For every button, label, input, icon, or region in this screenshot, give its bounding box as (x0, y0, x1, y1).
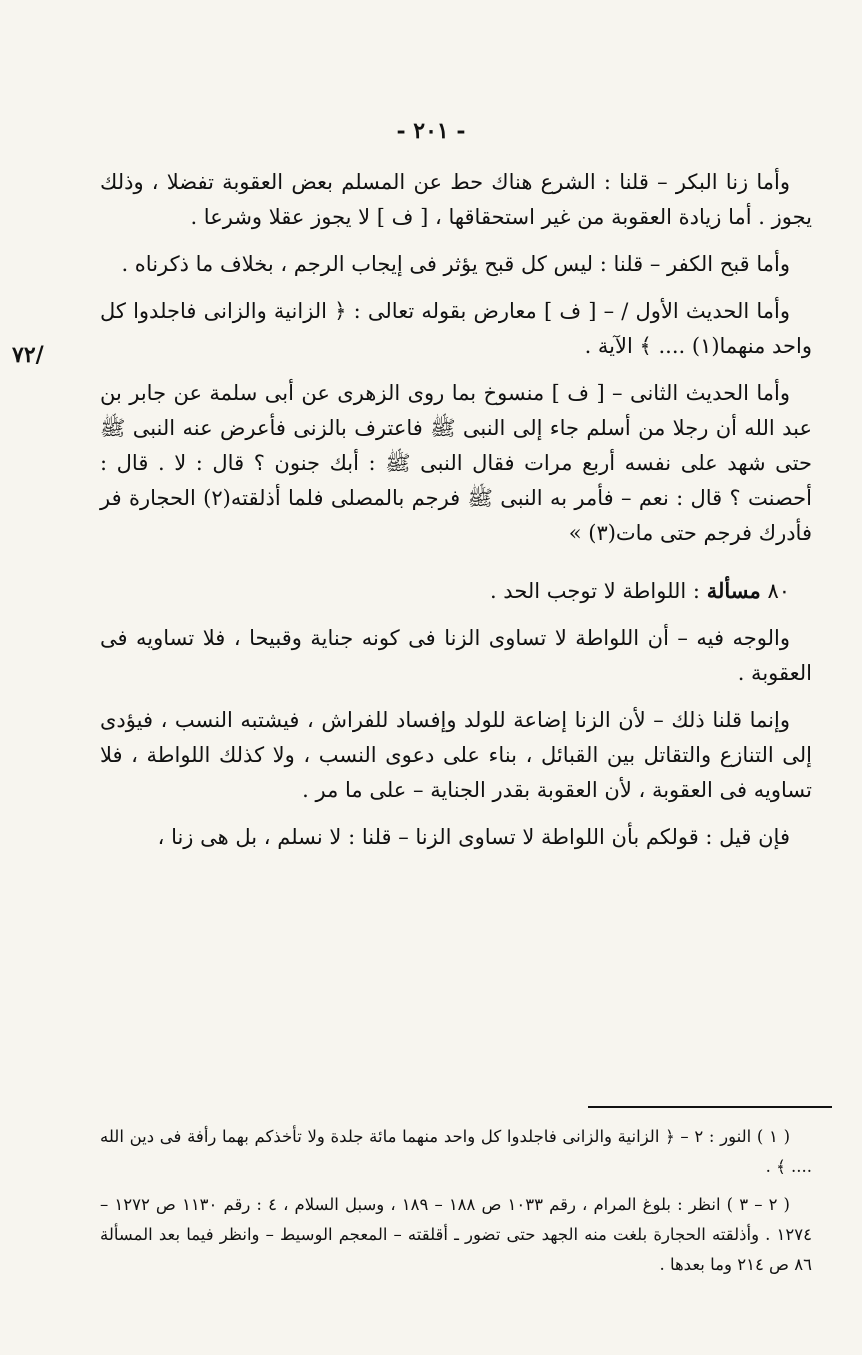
paragraph-kufr: وأما قبح الكفر – قلنا : ليس كل قبح يؤثر فى إيجاب الرجم ، بخلاف ما ذكرناه . (121, 252, 790, 276)
footnote-2-3: ( ٢ – ٣ ) انظر : بلوغ المرام ، رقم ١٠٣٣ ص ١٨٨ – ١٨٩ ، وسبل السلام ، ٤ : رقم ١١٣٠ ص ١٢٧٢ – ١٢٧٤ . وأذلقته الحجارة بلغت منه الجهد حتى تضور ـ أقلقته – المعجم الوسيط – وانظر فيما بعد المسألة ٨٦ ص ٢١٤ وما بعدها . (100, 1195, 812, 1274)
issue-label: مسألة (706, 578, 761, 603)
paragraph-second-hadith: وأما الحديث الثانى – [ ف ] منسوخ بما روى الزهرى عن أبى سلمة عن جابر بن عبد الله أن رجلا من أسلم جاء إلى النبى ﷺ فاعترف بالزنى فأعرض عنه النبى ﷺ حتى شهد على نفسه أربع مرات فقال النبى ﷺ : أبك جنون ؟ قال : لا . قال : أحصنت ؟ قال : نعم – فأمر به النبى ﷺ فرجم بالمصلى فلما أذلقته(٢) الحجارة فر فأدرك فرجم حتى مات(٣) » (100, 381, 813, 545)
footnotes (100, 1122, 812, 1288)
paragraph-explanation: وإنما قلنا ذلك – لأن الزنا إضاعة للولد وإفساد للفراش ، فيشتبه النسب ، فيؤدى إلى التنازع والتقاتل بين القبائل ، بناء على دعوى النسب ، ولا كذلك اللواطة ، فلا تساويه فى العقوبة ، لأن العقوبة بقدر الجناية – على ما مر . (100, 708, 812, 802)
main-text (100, 165, 812, 867)
issue-number: ٨٠ (767, 579, 790, 603)
page-number: - ٢٠١ - (396, 118, 466, 144)
paragraph-objection: فإن قيل : قولكم بأن اللواطة لا تساوى الزنا – قلنا : لا نسلم ، بل هى زنا ، (157, 825, 790, 849)
issue-statement: : اللواطة لا توجب الحد . (489, 579, 701, 603)
margin-reference: ٧٢/ (12, 342, 44, 368)
paragraph-virgin-zina: وأما زنا البكر – قلنا : الشرع هناك حط عن المسلم بعض العقوبة تفضلا ، وذلك يجوز . أما زيادة العقوبة من غير استحقاقها ، [ ف ] لا يجوز عقلا وشرعا . (100, 170, 812, 229)
paragraph-reasoning: والوجه فيه – أن اللواطة لا تساوى الزنا فى كونه جناية وقبيحا ، فلا تساويه فى العقوبة . (100, 626, 812, 685)
paragraph-first-hadith: وأما الحديث الأول / – [ ف ] معارض بقوله تعالى : ﴿ الزانية والزانى فاجلدوا كل واحد منهما(١) .... ﴾ الآية . (100, 299, 812, 358)
footnote-divider (588, 1106, 832, 1108)
issue-heading (100, 573, 812, 609)
footnote-1: ( ١ ) النور : ٢ – ﴿ الزانية والزانى فاجلدوا كل واحد منهما مائة جلدة ولا تأخذكم بهما رأفة فى دين الله .... ﴾ . (100, 1127, 812, 1176)
